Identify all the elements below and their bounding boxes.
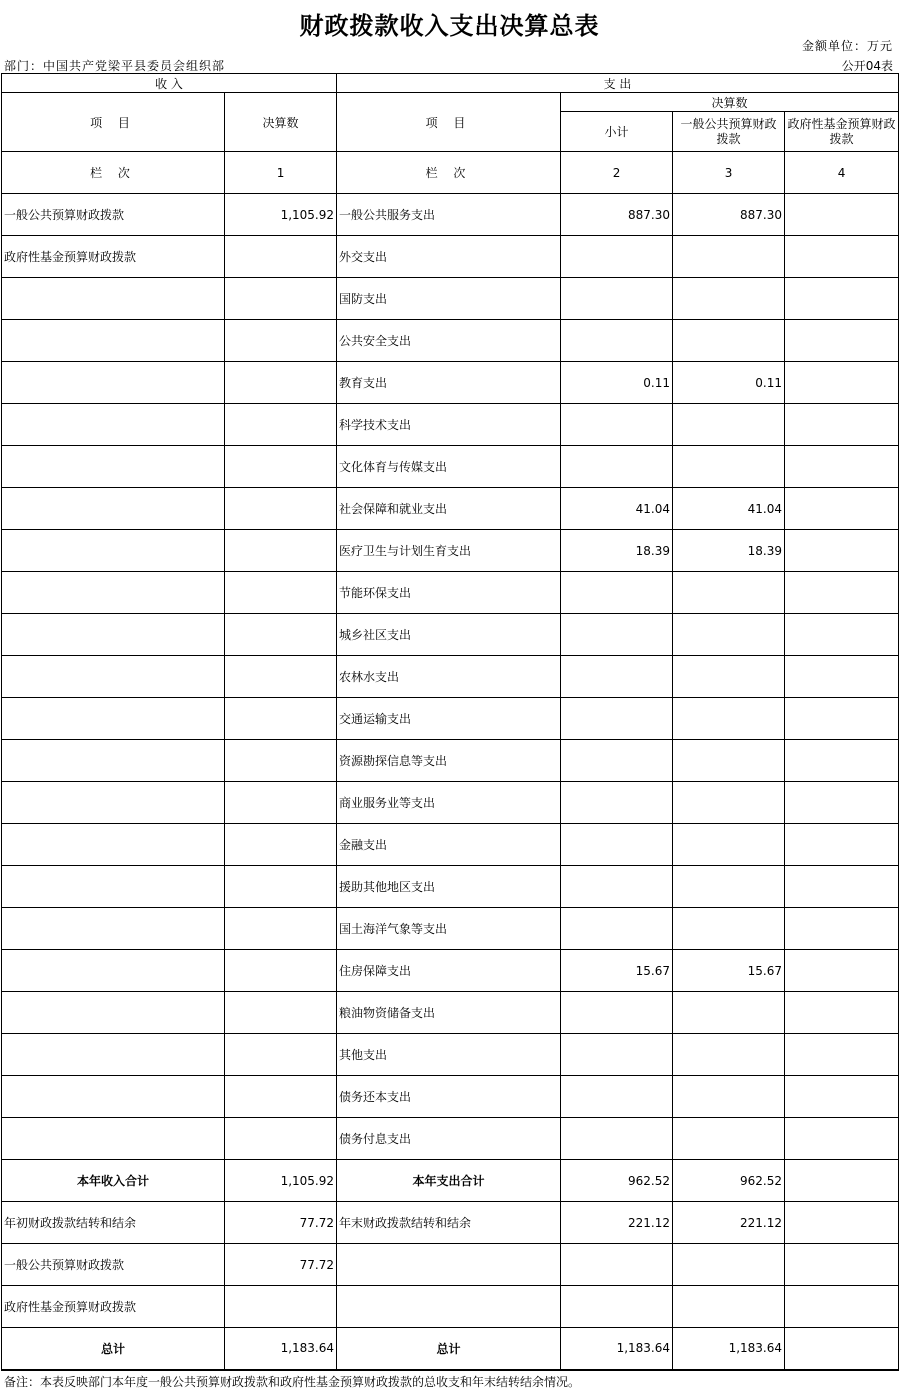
expense-subtotal-cell <box>561 992 673 1034</box>
expense-subtotal-cell <box>561 1118 673 1160</box>
expense-subtotal-cell <box>561 656 673 698</box>
expense-subtotal-cell <box>561 446 673 488</box>
expense-general-cell: 0.11 <box>673 362 785 404</box>
expense-general-cell <box>673 236 785 278</box>
income-section-header: 收 入 <box>2 74 337 93</box>
expense-item-cell: 外交支出 <box>337 236 561 278</box>
end-balance-general: 221.12 <box>673 1202 785 1244</box>
expense-fund-cell <box>785 950 899 992</box>
income-item-cell <box>2 908 225 950</box>
empty-cell <box>785 1244 899 1286</box>
row-label-right: 栏 次 <box>337 152 561 194</box>
year-income-value: 1,105.92 <box>225 1160 337 1202</box>
expense-fund-cell <box>785 824 899 866</box>
expense-subtotal-cell <box>561 1034 673 1076</box>
begin-balance-label: 年初财政拨款结转和结余 <box>2 1202 225 1244</box>
expense-item-cell: 住房保障支出 <box>337 950 561 992</box>
year-expense-general: 962.52 <box>673 1160 785 1202</box>
col-number-4: 4 <box>785 152 899 194</box>
expense-item-cell: 债务付息支出 <box>337 1118 561 1160</box>
income-amount-cell <box>225 614 337 656</box>
income-item-cell <box>2 572 225 614</box>
income-amount-cell <box>225 782 337 824</box>
expense-item-cell: 交通运输支出 <box>337 698 561 740</box>
department-label: 部门：中国共产党梁平县委员会组织部 <box>4 59 226 73</box>
income-item-cell: 一般公共预算财政拨款 <box>2 194 225 236</box>
income-amount-cell <box>225 740 337 782</box>
empty-cell <box>337 1244 561 1286</box>
expense-fund-cell <box>785 320 899 362</box>
income-amount-cell <box>225 950 337 992</box>
table-row <box>2 530 899 572</box>
expense-fund-cell <box>785 656 899 698</box>
expense-item-cell: 其他支出 <box>337 1034 561 1076</box>
table-row <box>2 1034 899 1076</box>
expense-subtotal-cell <box>561 866 673 908</box>
expense-item-cell: 教育支出 <box>337 362 561 404</box>
table-row <box>2 1118 899 1160</box>
expense-item-cell: 公共安全支出 <box>337 320 561 362</box>
expense-subtotal-cell: 41.04 <box>561 488 673 530</box>
gov-fund-header: 政府性基金预算财政拨款 <box>785 112 899 152</box>
expense-general-cell <box>673 782 785 824</box>
year-total-row <box>2 1160 899 1202</box>
table-row <box>2 866 899 908</box>
income-item-cell <box>2 362 225 404</box>
begin-general-row <box>2 1244 899 1286</box>
expense-fund-cell <box>785 530 899 572</box>
expense-subtotal-cell <box>561 278 673 320</box>
empty-cell <box>225 1286 337 1328</box>
expense-fund-cell <box>785 278 899 320</box>
empty-cell <box>561 1286 673 1328</box>
expense-general-cell: 15.67 <box>673 950 785 992</box>
begin-fund-label: 政府性基金预算财政拨款 <box>2 1286 225 1328</box>
expense-subtotal-cell: 18.39 <box>561 530 673 572</box>
expense-general-cell <box>673 1034 785 1076</box>
year-expense-subtotal: 962.52 <box>561 1160 673 1202</box>
expense-subtotal-cell <box>561 404 673 446</box>
year-expense-label: 本年支出合计 <box>337 1160 561 1202</box>
expense-subtotal-cell <box>561 572 673 614</box>
amount-unit: 金额单位：万元 <box>801 39 893 53</box>
end-balance-label: 年末财政拨款结转和结余 <box>337 1202 561 1244</box>
table-row <box>2 656 899 698</box>
table-row <box>2 740 899 782</box>
begin-balance-value: 77.72 <box>225 1202 337 1244</box>
income-item-cell <box>2 950 225 992</box>
expense-general-cell: 41.04 <box>673 488 785 530</box>
expense-item-cell: 资源勘探信息等支出 <box>337 740 561 782</box>
table-row <box>2 278 899 320</box>
expense-general-cell: 18.39 <box>673 530 785 572</box>
table-row <box>2 824 899 866</box>
expense-fund-cell <box>785 866 899 908</box>
income-amount-cell <box>225 236 337 278</box>
income-item-cell <box>2 992 225 1034</box>
income-item-cell <box>2 824 225 866</box>
table-row <box>2 782 899 824</box>
expense-item-cell: 援助其他地区支出 <box>337 866 561 908</box>
end-balance-subtotal: 221.12 <box>561 1202 673 1244</box>
expense-item-cell: 文化体育与传媒支出 <box>337 446 561 488</box>
expense-subtotal-cell <box>561 320 673 362</box>
expense-fund-cell <box>785 194 899 236</box>
expense-item-cell: 国防支出 <box>337 278 561 320</box>
table-row <box>2 572 899 614</box>
expense-general-cell <box>673 866 785 908</box>
total-left-label: 总计 <box>2 1328 225 1370</box>
expense-section-header: 支 出 <box>337 74 899 93</box>
income-amount-header: 决算数 <box>225 93 337 152</box>
begin-general-value: 77.72 <box>225 1244 337 1286</box>
col-number-1: 1 <box>225 152 337 194</box>
income-amount-cell <box>225 488 337 530</box>
expense-fund-cell <box>785 698 899 740</box>
income-item-cell <box>2 320 225 362</box>
header-row-group <box>2 93 899 112</box>
income-item-cell <box>2 1034 225 1076</box>
income-amount-cell <box>225 404 337 446</box>
empty-cell <box>561 1244 673 1286</box>
expense-general-cell <box>673 824 785 866</box>
expense-general-cell <box>673 992 785 1034</box>
expense-general-cell: 887.30 <box>673 194 785 236</box>
expense-general-cell <box>673 698 785 740</box>
expense-fund-cell <box>785 782 899 824</box>
income-amount-cell <box>225 1076 337 1118</box>
expense-general-cell <box>673 1118 785 1160</box>
table-row <box>2 950 899 992</box>
grand-total-row <box>2 1328 899 1370</box>
income-amount-cell <box>225 656 337 698</box>
expense-fund-cell <box>785 740 899 782</box>
col-number-3: 3 <box>673 152 785 194</box>
expense-item-cell: 城乡社区支出 <box>337 614 561 656</box>
income-item-cell <box>2 656 225 698</box>
expense-general-cell <box>673 656 785 698</box>
table-row <box>2 236 899 278</box>
expense-general-cell <box>673 740 785 782</box>
table-row <box>2 404 899 446</box>
total-right-subtotal: 1,183.64 <box>561 1328 673 1370</box>
expense-general-cell <box>673 908 785 950</box>
table-row <box>2 362 899 404</box>
expense-subtotal-cell <box>561 782 673 824</box>
expense-subtotal-cell <box>561 740 673 782</box>
expense-item-cell: 一般公共服务支出 <box>337 194 561 236</box>
expense-subtotal-cell <box>561 698 673 740</box>
begin-fund-row <box>2 1286 899 1328</box>
total-right-label: 总计 <box>337 1328 561 1370</box>
begin-general-label: 一般公共预算财政拨款 <box>2 1244 225 1286</box>
income-amount-cell <box>225 1034 337 1076</box>
income-amount-cell <box>225 572 337 614</box>
expense-fund-cell <box>785 572 899 614</box>
table-row <box>2 614 899 656</box>
expense-fund-cell <box>785 446 899 488</box>
column-number-row <box>2 152 899 194</box>
row-label-left: 栏 次 <box>2 152 225 194</box>
expense-general-cell <box>673 572 785 614</box>
expense-general-cell <box>673 1076 785 1118</box>
income-amount-cell <box>225 278 337 320</box>
expense-item-cell: 节能环保支出 <box>337 572 561 614</box>
year-income-label: 本年收入合计 <box>2 1160 225 1202</box>
income-amount-cell: 1,105.92 <box>225 194 337 236</box>
income-item-cell <box>2 1118 225 1160</box>
form-number: 公开04表 <box>841 59 893 73</box>
expense-item-cell: 医疗卫生与计划生育支出 <box>337 530 561 572</box>
expense-general-cell <box>673 404 785 446</box>
expense-subtotal-cell <box>561 236 673 278</box>
expense-item-cell: 金融支出 <box>337 824 561 866</box>
header-row-sections <box>2 74 899 93</box>
income-amount-cell <box>225 992 337 1034</box>
expense-subtotal-cell: 887.30 <box>561 194 673 236</box>
table-row <box>2 488 899 530</box>
expense-fund-cell <box>785 1118 899 1160</box>
table-row <box>2 698 899 740</box>
end-balance-fund <box>785 1202 899 1244</box>
income-amount-cell <box>225 530 337 572</box>
income-item-cell <box>2 740 225 782</box>
income-amount-cell <box>225 1118 337 1160</box>
balance-row <box>2 1202 899 1244</box>
table-row <box>2 992 899 1034</box>
expense-general-cell <box>673 278 785 320</box>
income-amount-cell <box>225 446 337 488</box>
expense-fund-cell <box>785 362 899 404</box>
expense-fund-cell <box>785 236 899 278</box>
expense-item-cell: 国土海洋气象等支出 <box>337 908 561 950</box>
income-amount-cell <box>225 362 337 404</box>
expense-subtotal-cell <box>561 1076 673 1118</box>
expense-item-cell: 社会保障和就业支出 <box>337 488 561 530</box>
expense-general-cell <box>673 320 785 362</box>
income-item-cell <box>2 866 225 908</box>
table-row <box>2 320 899 362</box>
income-amount-cell <box>225 908 337 950</box>
expense-fund-cell <box>785 488 899 530</box>
col-number-2: 2 <box>561 152 673 194</box>
expense-subtotal-cell <box>561 908 673 950</box>
table-row <box>2 194 899 236</box>
expense-item-cell: 商业服务业等支出 <box>337 782 561 824</box>
final-amount-group-header: 决算数 <box>561 93 899 112</box>
expense-subtotal-cell: 15.67 <box>561 950 673 992</box>
empty-cell <box>785 1286 899 1328</box>
income-item-cell <box>2 530 225 572</box>
income-amount-cell <box>225 320 337 362</box>
table-row <box>2 1076 899 1118</box>
footnote: 备注：本表反映部门本年度一般公共预算财政拨款和政府性基金预算财政拨款的总收支和年末结转结余情况。 <box>4 1375 581 1389</box>
income-item-cell <box>2 404 225 446</box>
income-item-cell <box>2 698 225 740</box>
expense-subtotal-cell <box>561 824 673 866</box>
table-row <box>2 446 899 488</box>
income-item-cell <box>2 488 225 530</box>
expense-fund-cell <box>785 404 899 446</box>
table-row <box>2 908 899 950</box>
income-amount-cell <box>225 866 337 908</box>
expense-general-cell <box>673 614 785 656</box>
expense-subtotal-cell <box>561 614 673 656</box>
expense-general-cell <box>673 446 785 488</box>
year-expense-fund <box>785 1160 899 1202</box>
total-left-value: 1,183.64 <box>225 1328 337 1370</box>
page-title: 财政拨款收入支出决算总表 <box>299 11 600 40</box>
income-item-cell: 政府性基金预算财政拨款 <box>2 236 225 278</box>
subtotal-header: 小计 <box>561 112 673 152</box>
income-item-cell <box>2 1076 225 1118</box>
income-item-header: 项 目 <box>2 93 225 152</box>
expense-fund-cell <box>785 992 899 1034</box>
expense-item-cell: 债务还本支出 <box>337 1076 561 1118</box>
expense-item-cell: 科学技术支出 <box>337 404 561 446</box>
empty-cell <box>673 1244 785 1286</box>
income-item-cell <box>2 614 225 656</box>
income-amount-cell <box>225 698 337 740</box>
expense-fund-cell <box>785 908 899 950</box>
expense-item-cell: 粮油物资储备支出 <box>337 992 561 1034</box>
income-item-cell <box>2 446 225 488</box>
fiscal-summary-table <box>1 73 899 1371</box>
total-right-fund <box>785 1328 899 1370</box>
expense-fund-cell <box>785 1076 899 1118</box>
expense-subtotal-cell: 0.11 <box>561 362 673 404</box>
expense-item-header: 项 目 <box>337 93 561 152</box>
income-amount-cell <box>225 824 337 866</box>
general-budget-header: 一般公共预算财政拨款 <box>673 112 785 152</box>
expense-fund-cell <box>785 1034 899 1076</box>
expense-item-cell: 农林水支出 <box>337 656 561 698</box>
expense-fund-cell <box>785 614 899 656</box>
income-item-cell <box>2 278 225 320</box>
empty-cell <box>673 1286 785 1328</box>
empty-cell <box>337 1286 561 1328</box>
total-right-general: 1,183.64 <box>673 1328 785 1370</box>
income-item-cell <box>2 782 225 824</box>
